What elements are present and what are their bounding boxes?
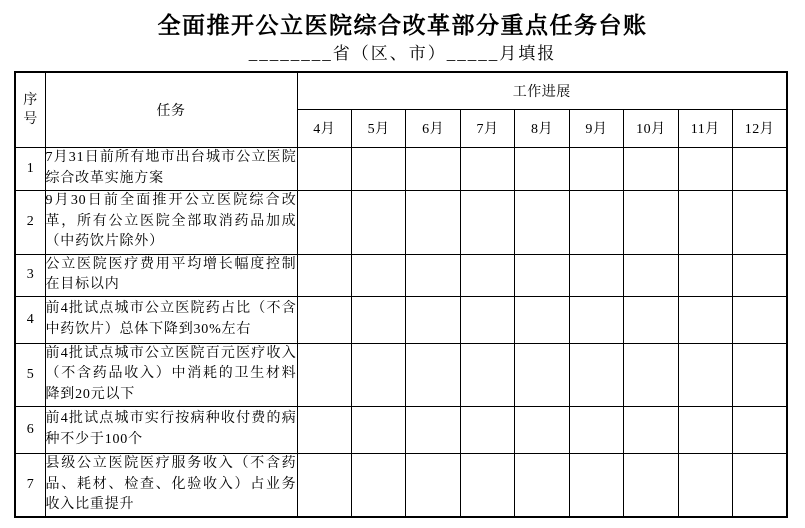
- progress-cell: [297, 343, 351, 406]
- progress-cell: [733, 406, 788, 453]
- task-cell: 公立医院医疗费用平均增长幅度控制在目标以内: [45, 254, 297, 296]
- progress-cell: [297, 296, 351, 343]
- progress-cell: [297, 190, 351, 254]
- progress-cell: [351, 147, 405, 190]
- column-header-month-10: 10月: [624, 109, 678, 147]
- page-title: 全面推开公立医院综合改革部分重点任务台账: [157, 13, 648, 38]
- table-row: [15, 296, 787, 343]
- progress-cell: [515, 254, 569, 296]
- column-header-index-label: 序号: [23, 92, 38, 127]
- progress-cell: [406, 254, 460, 296]
- table-row: [15, 147, 787, 190]
- progress-cell: [515, 147, 569, 190]
- task-cell: 前4批试点城市公立医院药占比（不含中药饮片）总体下降到30%左右: [45, 296, 297, 343]
- progress-cell: [569, 147, 623, 190]
- progress-cell: [297, 254, 351, 296]
- progress-cell: [678, 147, 732, 190]
- column-header-month-5: 5月: [351, 109, 405, 147]
- progress-cell: [406, 453, 460, 517]
- progress-cell: [406, 406, 460, 453]
- task-cell: 9月30日前全面推开公立医院综合改革，所有公立医院全部取消药品加成（中药饮片除外）: [45, 190, 297, 254]
- progress-cell: [460, 343, 514, 406]
- progress-cell: [624, 406, 678, 453]
- progress-cell: [678, 406, 732, 453]
- progress-cell: [351, 254, 405, 296]
- row-index: 7: [15, 453, 45, 517]
- progress-cell: [351, 296, 405, 343]
- column-header-index: [15, 72, 45, 147]
- progress-cell: [406, 343, 460, 406]
- table-row: [15, 453, 787, 517]
- row-index: 1: [15, 147, 45, 190]
- row-index: 6: [15, 406, 45, 453]
- progress-cell: [351, 453, 405, 517]
- table-row: [15, 343, 787, 406]
- task-cell: 7月31日前所有地市出台城市公立医院综合改革实施方案: [45, 147, 297, 190]
- progress-cell: [515, 406, 569, 453]
- progress-cell: [733, 147, 788, 190]
- progress-cell: [569, 406, 623, 453]
- column-header-month-11: 11月: [678, 109, 732, 147]
- progress-cell: [351, 343, 405, 406]
- progress-cell: [733, 190, 788, 254]
- progress-cell: [460, 254, 514, 296]
- column-header-month-6: 6月: [406, 109, 460, 147]
- progress-cell: [406, 147, 460, 190]
- progress-cell: [297, 406, 351, 453]
- progress-cell: [678, 343, 732, 406]
- task-ledger-table: [14, 71, 788, 518]
- progress-cell: [733, 254, 788, 296]
- progress-cell: [624, 147, 678, 190]
- progress-cell: [624, 296, 678, 343]
- progress-cell: [460, 190, 514, 254]
- progress-cell: [515, 190, 569, 254]
- progress-cell: [406, 296, 460, 343]
- progress-cell: [678, 453, 732, 517]
- row-index: 5: [15, 343, 45, 406]
- task-cell: 前4批试点城市实行按病种收付费的病种不少于100个: [45, 406, 297, 453]
- progress-cell: [297, 453, 351, 517]
- progress-cell: [624, 190, 678, 254]
- progress-cell: [624, 254, 678, 296]
- progress-cell: [733, 343, 788, 406]
- progress-cell: [569, 343, 623, 406]
- progress-cell: [460, 296, 514, 343]
- column-header-month-4: 4月: [297, 109, 351, 147]
- progress-cell: [569, 254, 623, 296]
- progress-cell: [406, 190, 460, 254]
- progress-cell: [460, 406, 514, 453]
- progress-cell: [733, 453, 788, 517]
- progress-cell: [460, 453, 514, 517]
- progress-cell: [678, 190, 732, 254]
- row-index: 3: [15, 254, 45, 296]
- progress-cell: [569, 296, 623, 343]
- header-row-top: [15, 72, 787, 109]
- subtitle-fill-in-line: ________省（区、市）_____月填报: [248, 44, 557, 63]
- column-header-month-7: 7月: [460, 109, 514, 147]
- progress-cell: [351, 406, 405, 453]
- task-cell: 县级公立医院医疗服务收入（不含药品、耗材、检查、化验收入）占业务收入比重提升: [45, 453, 297, 517]
- progress-cell: [624, 343, 678, 406]
- progress-cell: [460, 147, 514, 190]
- column-header-task: 任务: [45, 72, 297, 147]
- progress-cell: [515, 343, 569, 406]
- progress-cell: [624, 453, 678, 517]
- progress-cell: [678, 296, 732, 343]
- column-header-progress: 工作进展: [297, 72, 787, 109]
- column-header-month-8: 8月: [515, 109, 569, 147]
- table-row: [15, 406, 787, 453]
- progress-cell: [678, 254, 732, 296]
- progress-cell: [515, 296, 569, 343]
- row-index: 4: [15, 296, 45, 343]
- progress-cell: [297, 147, 351, 190]
- progress-cell: [733, 296, 788, 343]
- progress-cell: [351, 190, 405, 254]
- column-header-month-12: 12月: [733, 109, 788, 147]
- row-index: 2: [15, 190, 45, 254]
- table-row: [15, 254, 787, 296]
- progress-cell: [569, 190, 623, 254]
- progress-cell: [569, 453, 623, 517]
- task-cell: 前4批试点城市公立医院百元医疗收入（不含药品收入）中消耗的卫生材料降到20元以下: [45, 343, 297, 406]
- progress-cell: [515, 453, 569, 517]
- column-header-month-9: 9月: [569, 109, 623, 147]
- table-row: [15, 190, 787, 254]
